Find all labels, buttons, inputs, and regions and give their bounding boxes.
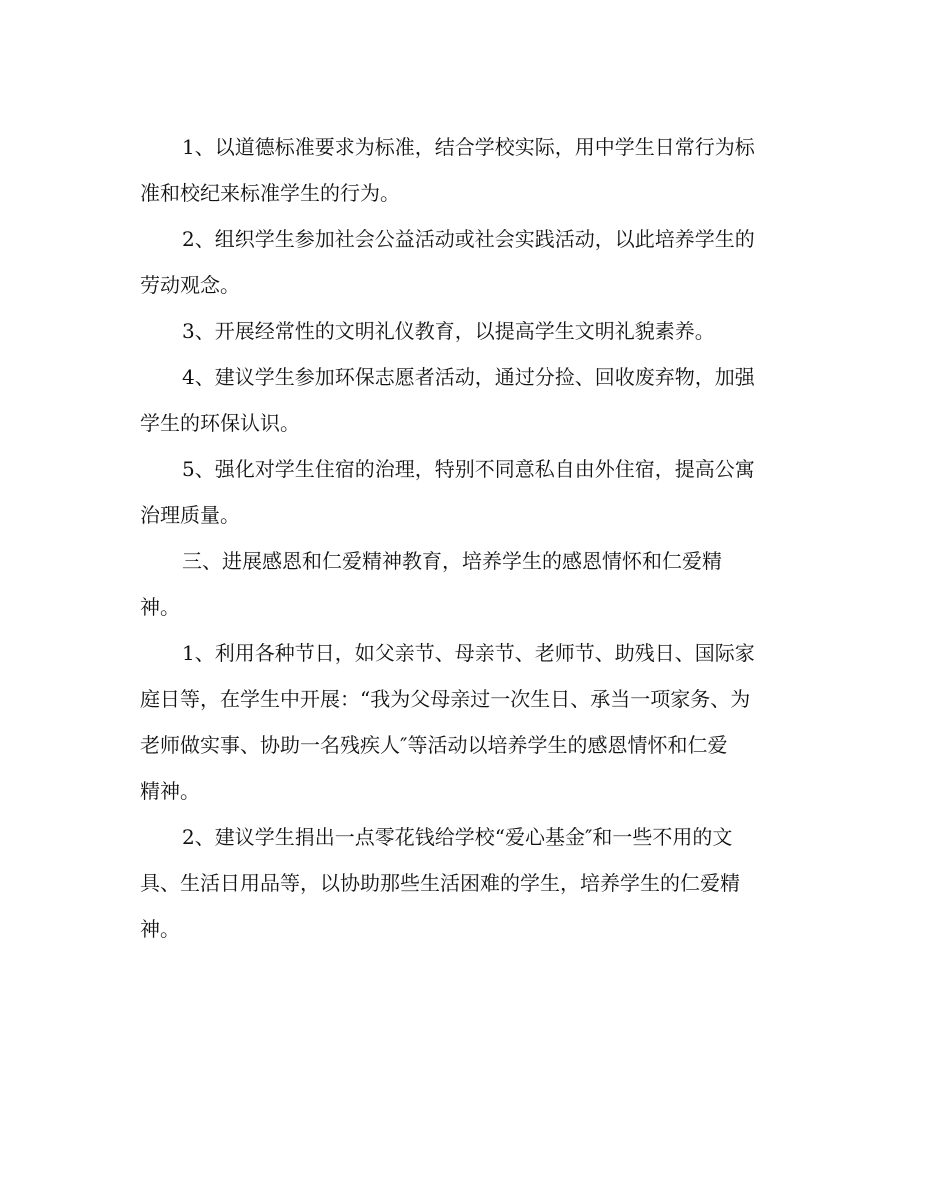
paragraph-line: 2、建议学生捐出一点零花钱给学校“爱心基金″和一些不用的文 bbox=[182, 825, 733, 849]
paragraph-line: 精神。 bbox=[140, 779, 200, 803]
paragraph-line: 治理质量。 bbox=[140, 503, 240, 527]
paragraph-item-2 bbox=[140, 216, 810, 308]
paragraph-line: 2、组织学生参加社会公益活动或社会实践活动，以此培养学生的 bbox=[182, 227, 755, 251]
paragraph-line: 劳动观念。 bbox=[140, 273, 240, 297]
paragraph-line: 具、生活日用品等，以协助那些生活困难的学生，培养学生的仁爱精 bbox=[140, 871, 740, 895]
paragraph-line: 神。 bbox=[140, 917, 180, 941]
paragraph-line: 三、进展感恩和仁爱精神教育，培养学生的感恩情怀和仁爱精 bbox=[182, 549, 722, 573]
paragraph-line: 5、强化对学生住宿的治理，特别不同意私自由外住宿，提高公寓 bbox=[182, 457, 755, 481]
paragraph-item-3 bbox=[140, 308, 810, 354]
paragraph-item-4 bbox=[140, 354, 810, 446]
paragraph-item-1 bbox=[140, 124, 810, 216]
paragraph-item-6 bbox=[140, 630, 810, 814]
paragraph-line: 神。 bbox=[140, 595, 180, 619]
paragraph-line: 准和校纪来标准学生的行为。 bbox=[140, 181, 400, 205]
paragraph-line: 3、开展经常性的文明礼仪教育，以提高学生文明礼貌素养。 bbox=[182, 319, 715, 343]
document-body bbox=[140, 124, 810, 952]
paragraph-item-5 bbox=[140, 446, 810, 538]
paragraph-line: 1、利用各种节日，如父亲节、母亲节、老师节、助残日、国际家 bbox=[182, 641, 755, 665]
paragraph-line: 1、以道德标准要求为标准，结合学校实际，用中学生日常行为标 bbox=[182, 135, 755, 159]
paragraph-line: 学生的环保认识。 bbox=[140, 411, 300, 435]
paragraph-item-7 bbox=[140, 814, 810, 952]
section-heading-3 bbox=[140, 538, 810, 630]
paragraph-line: 庭日等，在学生中开展：“我为父母亲过一次生日、承当一项家务、为 bbox=[140, 687, 751, 711]
paragraph-line: 老师做实事、协助一名残疾人″等活动以培养学生的感恩情怀和仁爱 bbox=[140, 733, 728, 757]
paragraph-line: 4、建议学生参加环保志愿者活动，通过分捡、回收废弃物，加强 bbox=[182, 365, 755, 389]
